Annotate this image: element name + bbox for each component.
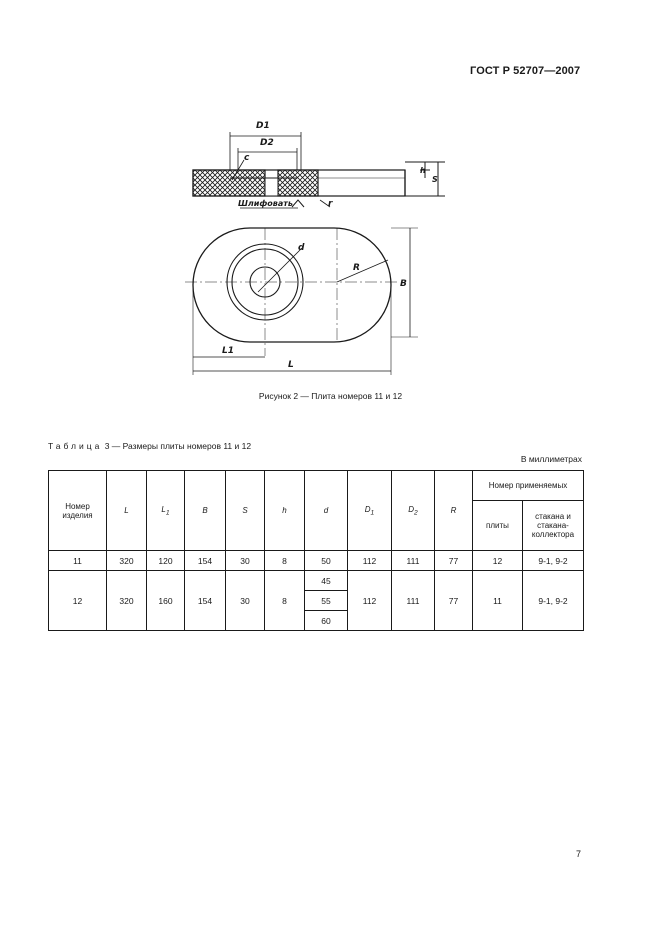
label-d: d [298,243,305,253]
table-title-rest: 3 — Размеры плиты номеров 11 и 12 [104,441,252,451]
plate-drawing [180,110,450,382]
label-h: h [420,166,426,175]
label-r: r [328,199,333,209]
figure-caption: Рисунок 2 — Плита номеров 11 и 12 [258,391,403,401]
header-nozzle: стакана и стакана-коллектора [523,501,584,551]
header-l1: $L_1$ [147,471,185,551]
label-c: c [244,153,250,163]
label-b: B [400,279,407,289]
label-s: S [432,175,438,184]
label-l1: L1 [222,346,234,356]
header-s: S [226,471,265,551]
header-l: L [107,471,147,551]
header-b: B [185,471,226,551]
header-d2: $D_2$ [392,471,435,551]
label-d2: D2 [260,138,274,148]
units-note: В миллиметрах [520,454,582,464]
table-row: 12 320 160 154 30 8 45 112 111 77 11 9-1, 9-2 [49,571,584,591]
header-r: R [435,471,473,551]
dimensions-table: Номер изделия L $L_1$ B S h d $D_1$ $D_2$ R Номер применяемых плиты стакана и стакана-коллектора 11 320 120 154 30 8 50 112 111 77 12 9-1, 9-2 12 320 160 154 30 8 45 112 111 77 11 9-1, 9-2 55 60 [48,470,584,631]
header-item: Номер изделия [49,471,107,551]
page-number: 7 [576,849,582,859]
header-plate: плиты [473,501,523,551]
header-h: h [265,471,305,551]
label-l: L [288,360,294,370]
standard-designation: ГОСТ Р 52707—2007 [470,65,581,77]
header-d: d [305,471,348,551]
header-d1: $D_1$ [348,471,392,551]
section-view [193,132,445,208]
label-d1: D1 [256,121,270,131]
table-title-word: Таблица [48,441,103,451]
header-applied: Номер применяемых [473,471,584,501]
table-title [48,441,251,451]
surface-note: Шлифовать [238,199,293,208]
table-row: 11 320 120 154 30 8 50 112 111 77 12 9-1, 9-2 [49,551,584,571]
label-r-big: R [353,263,360,273]
